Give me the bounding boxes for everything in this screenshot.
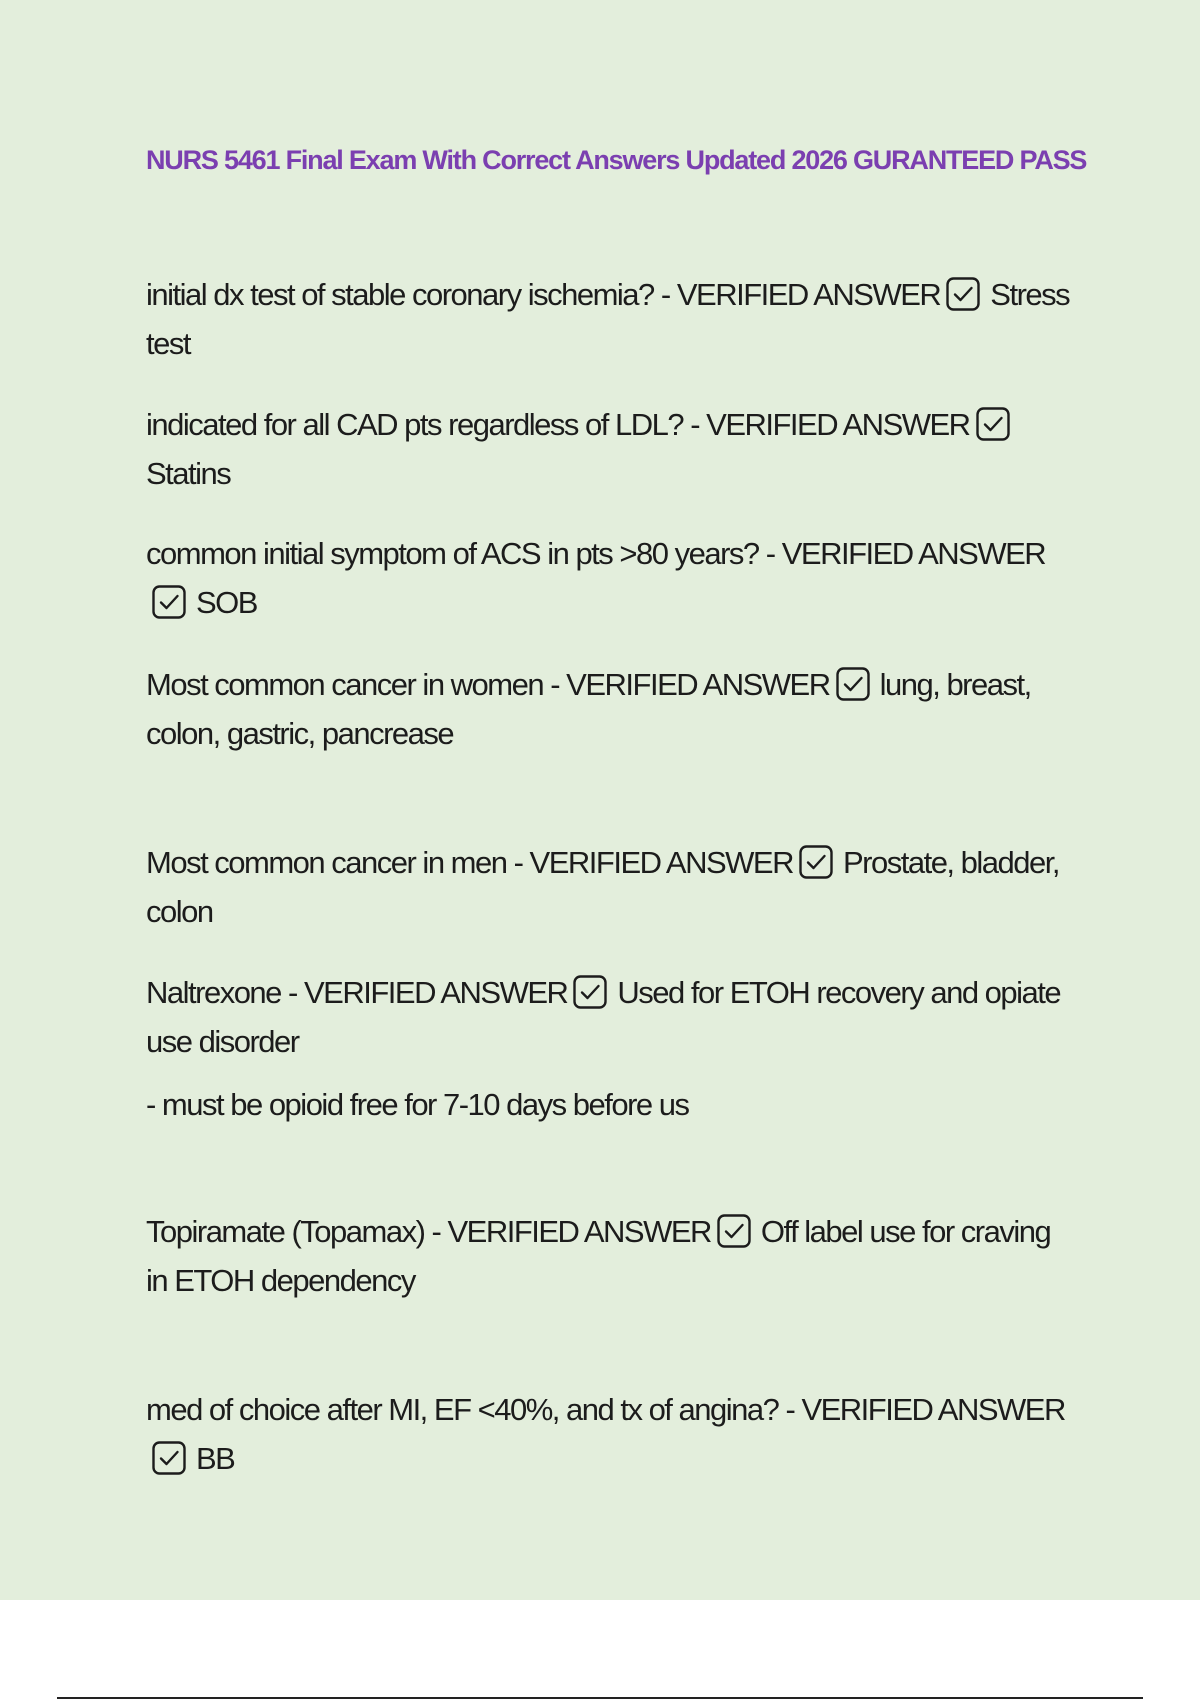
qa-item <box>146 270 1076 368</box>
answer-note: - must be opioid free for 7-10 days before us <box>146 1087 689 1122</box>
question-text: Most common cancer in women <box>146 667 544 702</box>
qa-item <box>146 400 1076 498</box>
answer-text: Off label use for craving in ETOH dependency <box>146 1214 1051 1298</box>
checked-box-icon <box>152 585 186 619</box>
separator: - <box>543 667 567 702</box>
answer-text: Prostate, bladder, colon <box>146 845 1059 929</box>
question-text: Most common cancer in men <box>146 845 507 880</box>
separator: - <box>778 1392 802 1427</box>
verified-label: VERIFIED ANSWER <box>706 407 970 442</box>
qa-item <box>146 529 1076 627</box>
separator: - <box>758 536 782 571</box>
verified-label: VERIFIED ANSWER <box>566 667 830 702</box>
qa-item <box>146 660 1076 758</box>
footer-divider <box>57 1697 1143 1699</box>
qa-item <box>146 1207 1076 1305</box>
qa-item <box>146 968 1076 1129</box>
checked-box-icon <box>946 277 980 311</box>
checked-box-icon <box>836 667 870 701</box>
separator: - <box>280 975 304 1010</box>
checked-box-icon <box>152 1441 186 1475</box>
verified-label: VERIFIED ANSWER <box>781 536 1046 571</box>
question-text: Topiramate (Topamax) <box>146 1214 425 1249</box>
checked-box-icon <box>717 1214 751 1248</box>
separator: - <box>506 845 530 880</box>
answer-text: Statins <box>146 456 231 491</box>
separator: - <box>683 407 707 442</box>
checked-box-icon <box>799 845 833 879</box>
checked-box-icon <box>976 407 1010 441</box>
checked-box-icon <box>573 975 607 1009</box>
question-text: Naltrexone <box>146 975 281 1010</box>
answer-text: Stress test <box>146 277 1070 361</box>
separator: - <box>653 277 677 312</box>
document-title: NURS 5461 Final Exam With Correct Answers Updated 2026 GURANTEED PASS <box>146 145 1087 175</box>
verified-label: VERIFIED ANSWER <box>447 1214 711 1249</box>
verified-label: VERIFIED ANSWER <box>529 845 793 880</box>
answer-text: BB <box>196 1441 235 1476</box>
qa-item <box>146 838 1076 936</box>
answer-text: Used for ETOH recovery and opiate use disorder <box>146 975 1061 1059</box>
question-text: initial dx test of stable coronary ischemia? <box>146 277 654 312</box>
question-text: common initial symptom of ACS in pts >80 years? <box>146 536 759 571</box>
question-text: med of choice after MI, EF <40%, and tx of angina? <box>146 1392 779 1427</box>
verified-label: VERIFIED ANSWER <box>801 1392 1065 1427</box>
answer-text: SOB <box>196 585 257 620</box>
qa-item <box>146 1385 1076 1483</box>
separator: - <box>424 1214 448 1249</box>
verified-label: VERIFIED ANSWER <box>303 975 568 1010</box>
question-text: indicated for all CAD pts regardless of LDL? <box>146 407 684 442</box>
verified-label: VERIFIED ANSWER <box>676 277 941 312</box>
answer-text: lung, breast, colon, gastric, pancrease <box>146 667 1031 751</box>
